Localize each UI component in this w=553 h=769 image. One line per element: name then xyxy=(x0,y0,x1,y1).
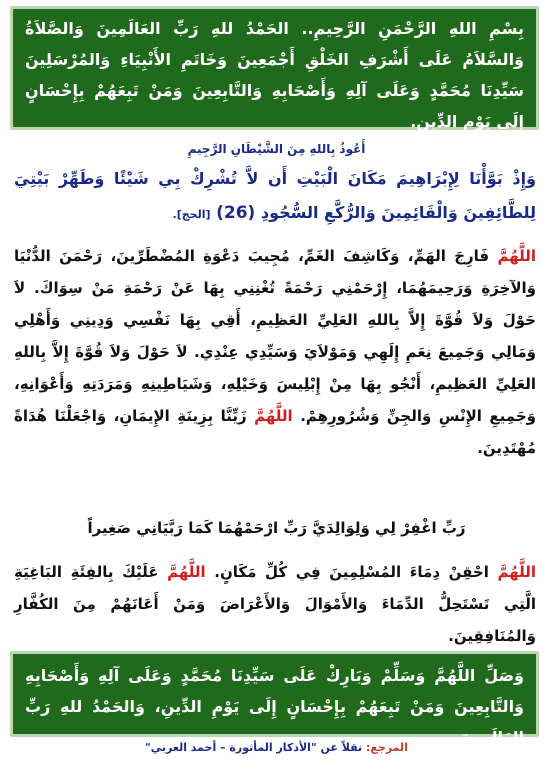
allahumma-label: اللَّهُمَّ xyxy=(497,247,536,265)
rabbi-line: رَبِّ اغْفِرْ لِي وَلِوَالِدَيَّ رَبِّ ارْحَمْهُمَا كَمَا رَبَّيَانِي صَغِيراً xyxy=(87,519,466,537)
reference-text: نقلاً عن "الأذكار المأثورة – أحمد العربي" xyxy=(145,741,363,754)
second-dua-part-1: احْقِنْ دِمَاءَ المُسْلِمِينَ فِي كُلِّ مَكَانٍ. xyxy=(214,563,489,581)
istiadha-line: أَعُوذُ بِاللهِ مِنَ الشَّيْطَانِ الرَّجِيمِ xyxy=(187,142,366,156)
allahumma-label: اللَّهُمَّ xyxy=(167,563,206,581)
header-box xyxy=(10,6,539,130)
second-dua-part-2: عَلَيْكَ بِالفِئَةِ البَاغِيَةِ الَّتِي تَسْتَحِلُّ الدِّمَاءَ وَالأَمْوَالَ وَالأَعْرَاضَ وَمَنْ أَعَانَهُمْ مِنَ الكُفَّارِ وَالمُنَافِقِينَ. xyxy=(14,563,536,645)
dua-paragraph-2: زَيِّنَّا بِزِينَةِ الإِيمَانِ، وَاجْعَلْنَا هُدَاةً مُهْتَدِينَ. xyxy=(14,407,536,457)
footer-text: وَصَلِّ اللَّهُمَّ وَسَلِّمْ وَبَارِكْ عَلَى سَيِّدِنَا مُحَمَّدٍ وَعَلَى آلِهِ وَأَصْحَابِهِ وَالتَّابِعِينَ وَمَنْ تَبِعَهُمْ بِإِحْسَانٍ إِلَى يَوْمِ الدِّينِ، وَالحَمْدُ للهِ رَبِّ العَالَمِينَ. xyxy=(25,666,524,747)
reference-line xyxy=(0,741,553,754)
reference-label: المرجع: xyxy=(366,741,408,754)
allahumma-label: اللَّهُمَّ xyxy=(254,407,293,425)
quran-verse xyxy=(14,162,536,232)
verse-text: وَإِذْ بَوَّأْنَا لِإِبْرَاهِيمَ مَكَانَ الْبَيْتِ أَن لاَّ تُشْرِكْ بِي شَيْئًا وَطَهِّرْ بَيْتِيَ لِلطَّائِفِينَ وَالْقَائِمِينَ وَالرُّكَّعِ السُّجُودِ xyxy=(14,169,536,222)
allahumma-label: اللَّهُمَّ xyxy=(497,563,537,581)
surah-name: [الحج]. xyxy=(172,208,211,221)
dua-paragraph-1: فَارِجَ الهَمِّ، وَكَاشِفَ الغَمِّ، مُجِيبَ دَعْوَةِ المُضْطَرِّينَ، رَحْمَنَ الدُّنْيَا وَالآخِرَةِ وَرَحِيمَهُمَا، إِرْحَمْنِي رَحْمَةً تُغْنِنِي بِهَا عَنْ رَحْمَةِ مَنْ سِوَاكَ. لاَ حَوْلَ وَلاَ قُوَّةَ إِلاَّ بِاللهِ العَلِيِّ العَظِيمِ، أَقِي بِهَا نَفْسِي وَدِينِي وَأَهْلِي وَمَالِي وَجَمِيعَ نِعَمِ إِلَهِي وَمَوْلاَيَ وَسَيِّدِي عِنْدِي. لاَ حَوْلَ وَلاَ قُوَّةَ إِلاَّ بِاللهِ العَلِيِّ العَظِيمِ، أَنْجُو بِهَا مِنْ إِبْلِيسَ وَخَيْلِهِ، وَشَيَاطِينِهِ وَمَرَدَتِهِ وَأَعْوَانِهِ، وَجَمِيعِ الإِنْسِ وَالجِنِّ وَشُرُورِهِمْ. xyxy=(14,247,536,425)
verse-number: (26) xyxy=(216,203,256,223)
header-text: بِسْمِ اللهِ الرَّحْمَنِ الرَّحِيمِ.. الحَمْدُ للهِ رَبِّ العَالَمِينَ وَالصَّلاَةُ وَالسَّلاَمُ عَلَى أَشْرَفِ الخَلْقِ أَجْمَعِينَ وَخَاتَمِ الأَنْبِيَاءِ وَالمُرْسَلِينَ سَيِّدِنَا مُحَمَّدٍ وَعَلَى آلِهِ وَأَصْحَابِهِ وَالتَّابِعِينَ وَمَنْ تَبِعَهُمْ بِإِحْسَانٍ إِلَى يَوْمِ الدِّينِ. xyxy=(25,19,524,131)
second-dua xyxy=(14,556,536,652)
footer-box xyxy=(10,651,539,747)
main-dua xyxy=(14,240,536,464)
